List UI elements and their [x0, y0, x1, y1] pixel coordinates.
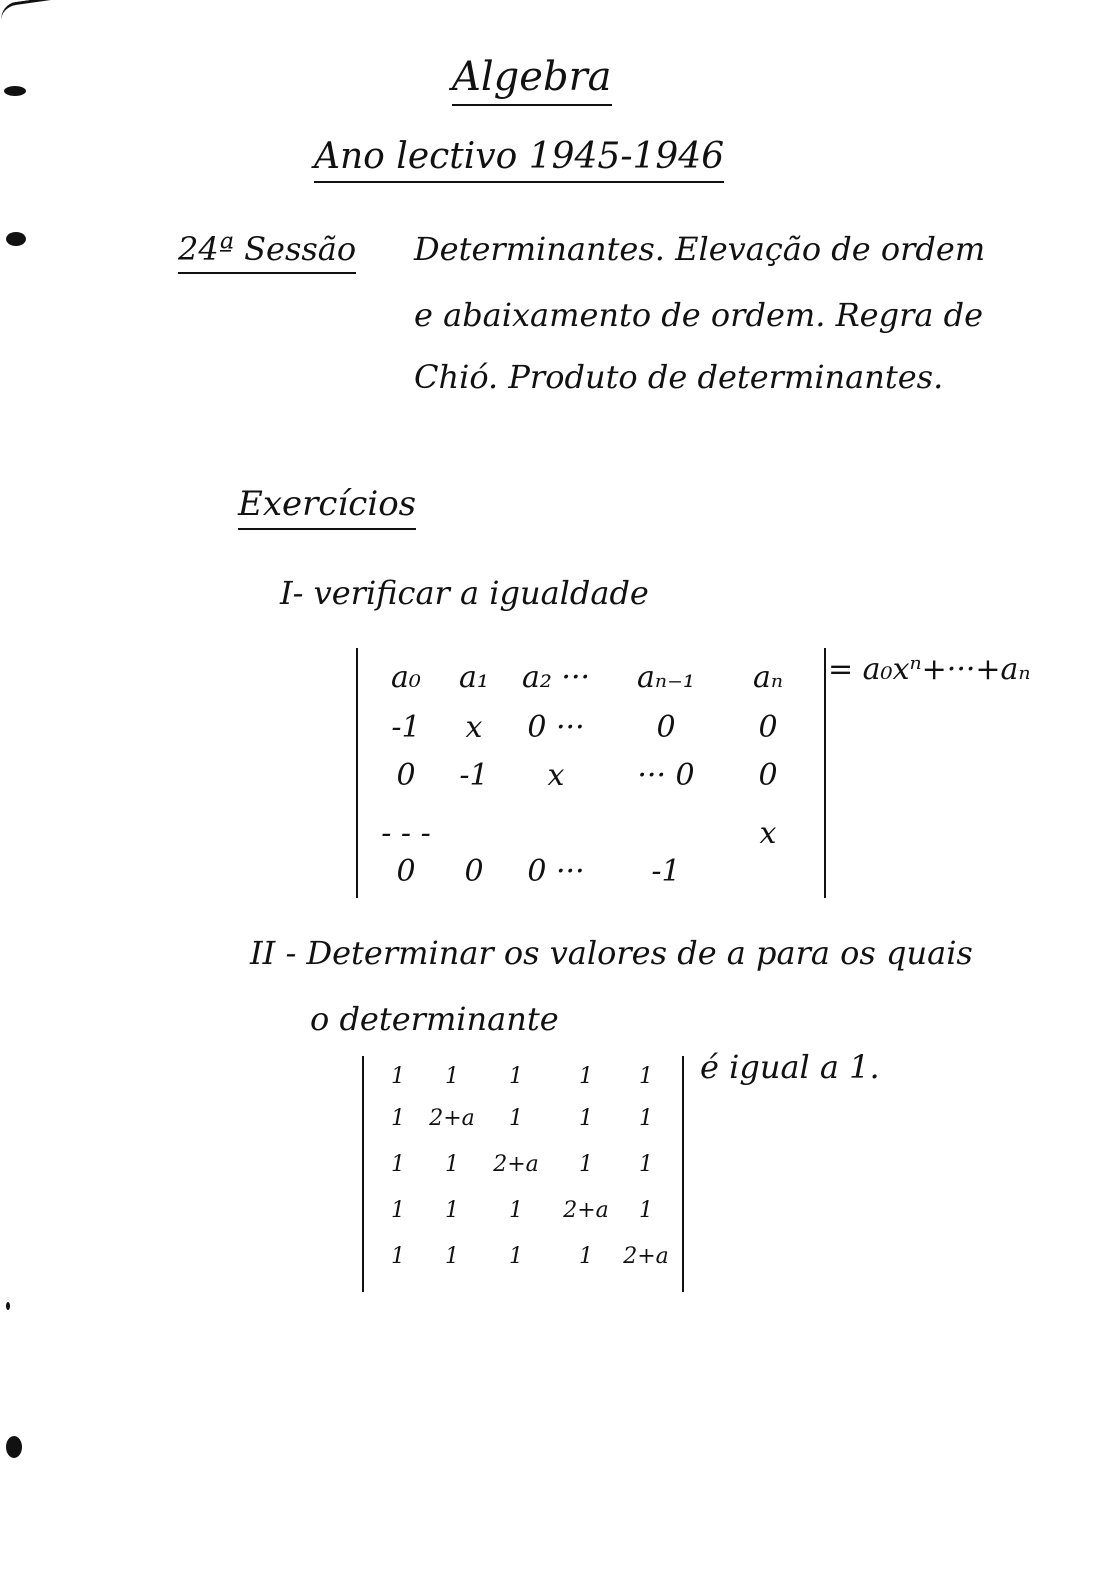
pen-stroke-mark [0, 0, 61, 21]
ink-mark [6, 232, 26, 246]
matrix-cell: 1 [391, 1152, 405, 1177]
exercise-1-label: I- verificar a igualdade [280, 574, 649, 612]
matrix-cell: -1 [459, 758, 489, 793]
matrix-cell: 1 [509, 1198, 523, 1223]
matrix-cell: 1 [639, 1152, 653, 1177]
matrix-cell: 0 [656, 710, 676, 745]
matrix-cell: 0 [758, 710, 778, 745]
matrix-cell: 2+a [429, 1106, 475, 1131]
ink-mark [6, 1436, 22, 1458]
matrix-cell: 1 [509, 1106, 523, 1131]
matrix-cell: 1 [509, 1244, 523, 1269]
matrix-cell: 1 [391, 1244, 405, 1269]
matrix-cell: 1 [579, 1106, 593, 1131]
matrix-cell: aₙ [752, 660, 784, 695]
matrix-cell: - - - [381, 816, 431, 851]
matrix-cell: 1 [639, 1064, 653, 1089]
summary-line: Determinantes. Elevação de ordem [414, 230, 986, 268]
session-label: 24ª Sessão [178, 230, 356, 274]
summary-line: Chió. Produto de determinantes. [414, 358, 944, 396]
exercise-2-label: II - Determinar os valores de a para os quais [250, 934, 973, 972]
matrix-cell: x [465, 710, 483, 745]
matrix-cell: 0 [758, 758, 778, 793]
determinant-2 [362, 1056, 684, 1292]
matrix-cell: 1 [639, 1198, 653, 1223]
matrix-cell: 2+a [493, 1152, 539, 1177]
matrix-cell: 1 [579, 1064, 593, 1089]
matrix-cell: 0 ··· [527, 710, 585, 745]
matrix-cell: 0 [396, 758, 416, 793]
matrix-cell: 0 [464, 854, 484, 889]
matrix-cell: 1 [445, 1244, 459, 1269]
matrix-cell: 1 [445, 1198, 459, 1223]
matrix-cell: 1 [579, 1244, 593, 1269]
ink-mark [6, 1302, 10, 1310]
matrix-cell: 1 [445, 1152, 459, 1177]
matrix-cell: -1 [651, 854, 681, 889]
matrix-cell: a₀ [391, 660, 421, 695]
ink-mark [4, 86, 26, 96]
summary-line: e abaixamento de ordem. Regra de [414, 296, 984, 334]
matrix-cell: a₂ ··· [521, 660, 591, 695]
matrix-cell: -1 [391, 710, 421, 745]
matrix-cell: 1 [579, 1152, 593, 1177]
matrix-cell: 0 [396, 854, 416, 889]
exercise-2-suffix: é igual a 1. [700, 1048, 880, 1086]
exercise-2-label-continued: o determinante [310, 1000, 559, 1038]
matrix-cell: x [547, 758, 565, 793]
matrix-cell: aₙ₋₁ [637, 660, 695, 695]
matrix-cell: x [759, 816, 777, 851]
matrix-cell: ··· 0 [637, 758, 695, 793]
matrix-cell: 2+a [623, 1244, 669, 1269]
matrix-cell: 1 [391, 1198, 405, 1223]
exercise-1-rhs: = a₀xⁿ+···+aₙ [828, 652, 1031, 687]
matrix-cell: 1 [639, 1106, 653, 1131]
matrix-cell: a₁ [459, 660, 489, 695]
academic-year: Ano lectivo 1945-1946 [314, 136, 724, 183]
matrix-cell: 1 [445, 1064, 459, 1089]
determinant-1 [356, 648, 826, 898]
matrix-cell: 2+a [563, 1198, 609, 1223]
matrix-cell: 0 ··· [527, 854, 585, 889]
exercises-heading: Exercícios [238, 484, 416, 530]
matrix-cell: 1 [391, 1106, 405, 1131]
page-title: Algebra [452, 54, 612, 106]
matrix-cell: 1 [391, 1064, 405, 1089]
matrix-cell: 1 [509, 1064, 523, 1089]
